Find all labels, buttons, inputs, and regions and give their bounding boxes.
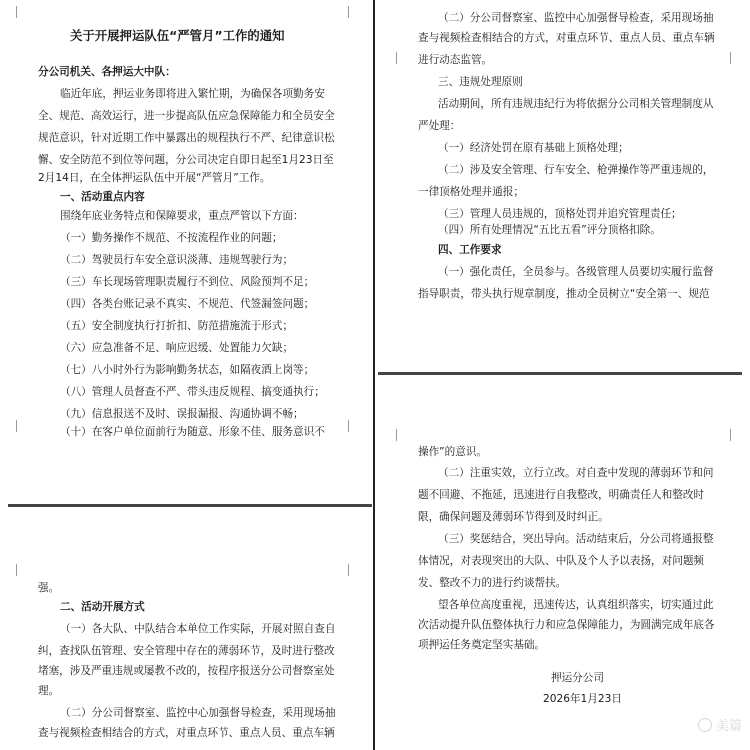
page-1-fragment [8, 0, 372, 502]
text-line: （二）注重实效，立行立改。对自查中发现的薄弱环节和问 [438, 467, 714, 479]
corner-mark [348, 6, 349, 18]
text-line: （二）分公司督察室、监控中心加强督导检查，采用现场抽 [438, 12, 714, 24]
section-heading: 一、活动重点内容 [60, 191, 145, 203]
text-line: 严处理： [418, 120, 461, 132]
page-3-fragment [8, 508, 372, 750]
text-line: 理。 [38, 685, 60, 697]
list-item: （三）车长现场管理职责履行不到位、风险预判不足； [60, 276, 315, 288]
list-item: （七）八小时外行为影响勤务状态，如隔夜酒上岗等； [60, 364, 315, 376]
intro-line: 临近年底，押运业务即将进入繁忙期，为确保各项勤务安 [60, 88, 325, 100]
list-item: （一）经济处罚在原有基础上顶格处理； [438, 142, 629, 154]
corner-mark [730, 429, 731, 441]
fragment-separator-left [8, 504, 372, 507]
text-line: 查与视频检查相结合的方式，对重点环节、重点人员、重点车辆 [38, 727, 335, 739]
salutation: 分公司机关、各押运大中队： [38, 66, 176, 78]
intro-line: 2月14日，在全体押运队伍中开展“严管月”工作。 [38, 172, 271, 184]
text-line: 活动期间，所有违规违纪行为将依据分公司相关管理制度从 [438, 98, 714, 110]
text-line: 堵塞，涉及严重违规或屡教不改的，按程序报送分公司督察室处 [38, 665, 335, 677]
section-heading: 二、活动开展方式 [60, 601, 145, 613]
text-line: 操作”的意识。 [418, 446, 488, 458]
list-item: （二）涉及安全管理、行车安全、枪弹操作等严重违规的， [438, 164, 714, 176]
corner-mark [16, 6, 17, 18]
watermark-text: 美篇 [715, 719, 742, 734]
corner-mark [16, 564, 17, 576]
text-line: （二）分公司督察室、监控中心加强督导检查，采用现场抽 [60, 707, 336, 719]
text-line: 纠，查找队伍管理、安全管理中存在的薄弱环节，及时进行整改 [38, 645, 335, 657]
fragment-separator-right-top [378, 372, 742, 375]
page-4-fragment [378, 377, 742, 750]
text-line: 项押运任务奠定坚实基础。 [418, 639, 546, 651]
corner-mark [348, 564, 349, 576]
list-item: （四）所有处理情况“五比五看”评分顶格扣除。 [438, 224, 661, 236]
text-line: 指导职责，带头执行规章制度，推动全员树立“安全第一、规范 [418, 288, 710, 300]
text-line: 次活动提升队伍整体执行力和应急保障能力，为圆满完成年底各 [418, 619, 715, 631]
text-line: 进行动态监管。 [418, 54, 493, 66]
signature: 押运分公司 [551, 672, 604, 684]
section-lead: 围绕年底业务特点和保障要求，重点严管以下方面： [60, 210, 304, 222]
list-item: （六）应急准备不足、响应迟缓、处置能力欠缺； [60, 342, 294, 354]
list-item: （五）安全制度执行打折扣、防范措施流于形式； [60, 320, 294, 332]
section-heading: 四、工作要求 [438, 244, 502, 256]
signature-date: 2026年1月23日 [543, 693, 622, 705]
text-line: （一）各大队、中队结合本单位工作实际，开展对照自查自 [60, 623, 336, 635]
text-line: （三）奖惩结合，突出导向。活动结束后，分公司将通报整 [438, 533, 714, 545]
text-line: 发、整改不力的进行约谈帮扶。 [418, 577, 567, 589]
list-item: （十）在客户单位面前行为随意、形象不佳、服务意识不 [60, 426, 325, 438]
watermark [698, 715, 742, 734]
text-line: 限，确保问题及薄弱环节得到及时纠正。 [418, 511, 609, 523]
list-item: 一律顶格处理并通报； [418, 186, 524, 198]
corner-mark [16, 420, 17, 432]
intro-line: 规范意识，针对近期工作中暴露出的规程执行不严、纪律意识松 [38, 132, 335, 144]
corner-mark [348, 420, 349, 432]
list-item: （三）管理人员违规的，顶格处罚并追究管理责任； [438, 208, 682, 220]
corner-mark [730, 52, 731, 64]
corner-mark [396, 52, 397, 64]
list-item: （八）管理人员督查不严、带头违反规程、搞变通执行； [60, 386, 325, 398]
text-line: 望各单位高度重视，迅速传达，认真组织落实，切实通过此 [438, 599, 714, 611]
text-line: 强。 [38, 582, 60, 594]
text-line: 题不回避、不拖延，迅速进行自我整改，明确责任人和整改时 [418, 489, 705, 501]
list-item: （九）信息报送不及时、误报漏报、沟通协调不畅； [60, 408, 304, 420]
text-line: 体情况，对表现突出的大队、中队及个人予以表扬，对问题频 [418, 555, 705, 567]
intro-line: 懈、安全防范不到位等问题，分公司决定自即日起至1月23日至 [38, 154, 334, 166]
list-item: （二）驾驶员行车安全意识淡薄、违规驾驶行为； [60, 254, 294, 266]
corner-mark [396, 429, 397, 441]
notice-title: 关于开展押运队伍“严管月”工作的通知 [70, 28, 285, 43]
meipian-logo-icon [698, 718, 712, 732]
text-line: （一）强化责任，全员参与。各级管理人员要切实履行监督 [438, 266, 714, 278]
section-heading: 三、违规处理原则 [438, 76, 523, 88]
page-2-fragment [378, 0, 742, 370]
list-item: （四）各类台账记录不真实、不规范、代签漏签问题； [60, 298, 315, 310]
intro-line: 全、规范、高效运行，进一步提高队伍应急保障能力和全员安全 [38, 110, 335, 122]
text-line: 查与视频检查相结合的方式，对重点环节、重点人员、重点车辆 [418, 32, 715, 44]
list-item: （一）勤务操作不规范、不按流程作业的问题； [60, 232, 283, 244]
vertical-divider [373, 0, 375, 750]
